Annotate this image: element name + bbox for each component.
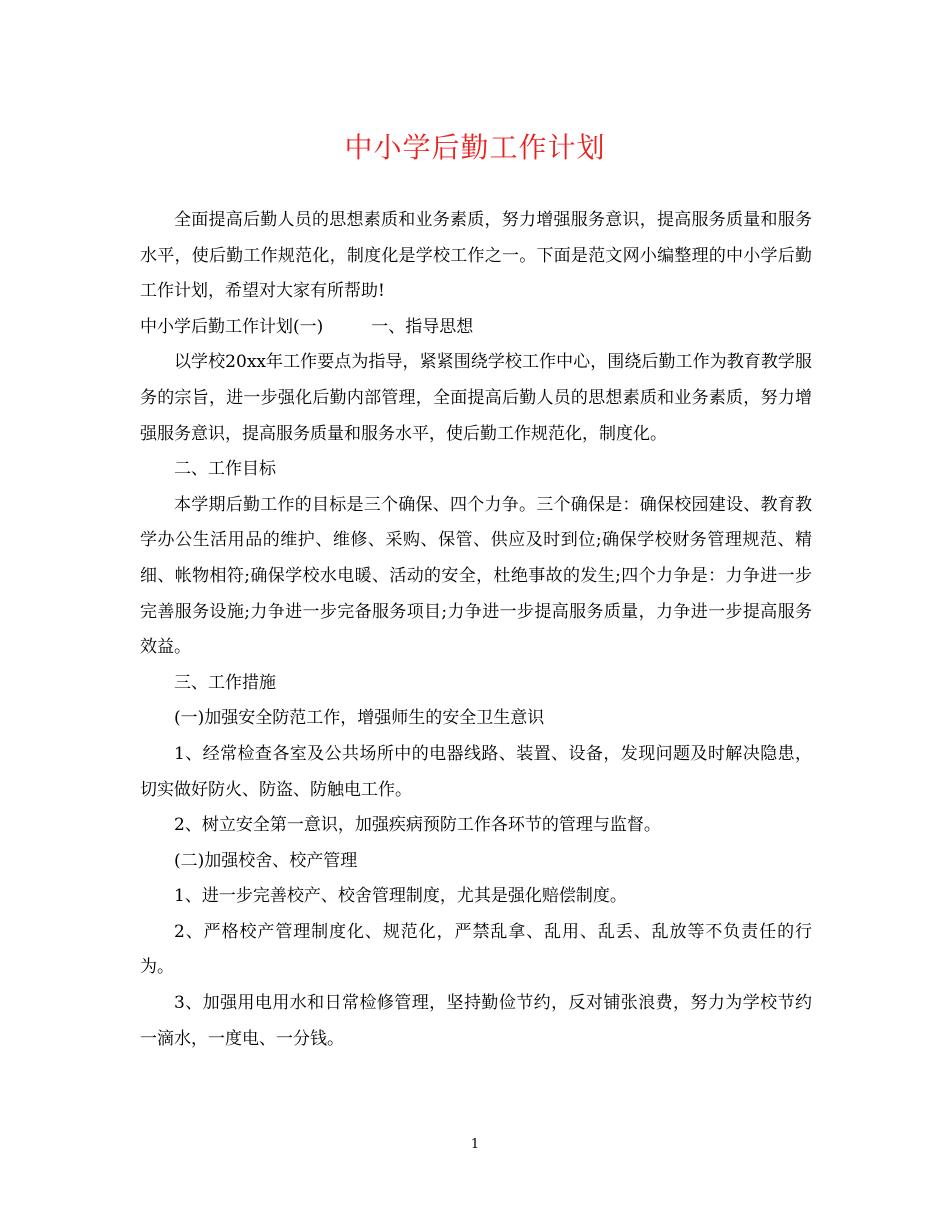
heading-work-measures: 三、工作措施 xyxy=(174,672,276,693)
paragraph-work-goals: 本学期后勤工作的目标是三个确保、四个力争。三个确保是：确保校园建设、教育教学办公生活用品的维护、维修、采购、保管、供应及时到位;确保学校财务管理规范、精细、帐物相符;确保学校水电暖、活动的安全，杜绝事故的发生;四个力争是：力争进一步完善服务设施;力争进一步完备服务项目;力争进一步提高服务质量，力争进一步提高服务效益。 xyxy=(140,494,812,658)
intro-paragraph: 全面提高后勤人员的思想素质和业务素质，努力增强服务意识，提高服务质量和服务水平，使后勤工作规范化，制度化是学校工作之一。下面是范文网小编整理的中小学后勤工作计划，希望对大家有所帮助! xyxy=(140,210,812,302)
item-safety-2: 2、树立安全第一意识，加强疾病预防工作各环节的管理与监督。 xyxy=(174,815,661,836)
heading-work-goals: 二、工作目标 xyxy=(174,459,276,480)
item-property-1: 1、进一步完善校产、校舍管理制度，尤其是强化赔偿制度。 xyxy=(174,886,627,907)
subheading-property: (二)加强校舍、校产管理 xyxy=(174,850,358,871)
item-property-3: 3、加强用电用水和日常检修管理，坚持勤俭节约，反对铺张浪费，努力为学校节约一滴水，一度电、一分钱。 xyxy=(140,993,812,1049)
page-number: 1 xyxy=(470,1137,480,1152)
subheading-safety: (一)加强安全防范工作，增强师生的安全卫生意识 xyxy=(174,708,545,729)
item-property-2: 2、严格校产管理制度化、规范化，严禁乱拿、乱用、乱丢、乱放等不负责任的行为。 xyxy=(140,921,812,978)
document-body xyxy=(140,203,812,1057)
heading-guiding-ideology: 一、指导思想 xyxy=(371,316,474,337)
item-safety-1: 1、经常检查各室及公共场所中的电器线路、装置、设备，发现问题及时解决隐患，切实做好防火、防盗、防触电工作。 xyxy=(140,743,812,800)
section-heading-line xyxy=(140,310,812,346)
plan-subtitle: 中小学后勤工作计划(一) xyxy=(140,316,324,337)
document-title: 中小学后勤工作计划 xyxy=(344,131,606,164)
paragraph-guiding-ideology: 以学校20xx年工作要点为指导，紧紧围绕学校工作中心，围绕后勤工作为教育教学服务的宗旨，进一步强化后勤内部管理，全面提高后勤人员的思想素质和业务素质，努力增强服务意识，提高服务质量和服务水平，使后勤工作规范化，制度化。 xyxy=(140,352,812,444)
